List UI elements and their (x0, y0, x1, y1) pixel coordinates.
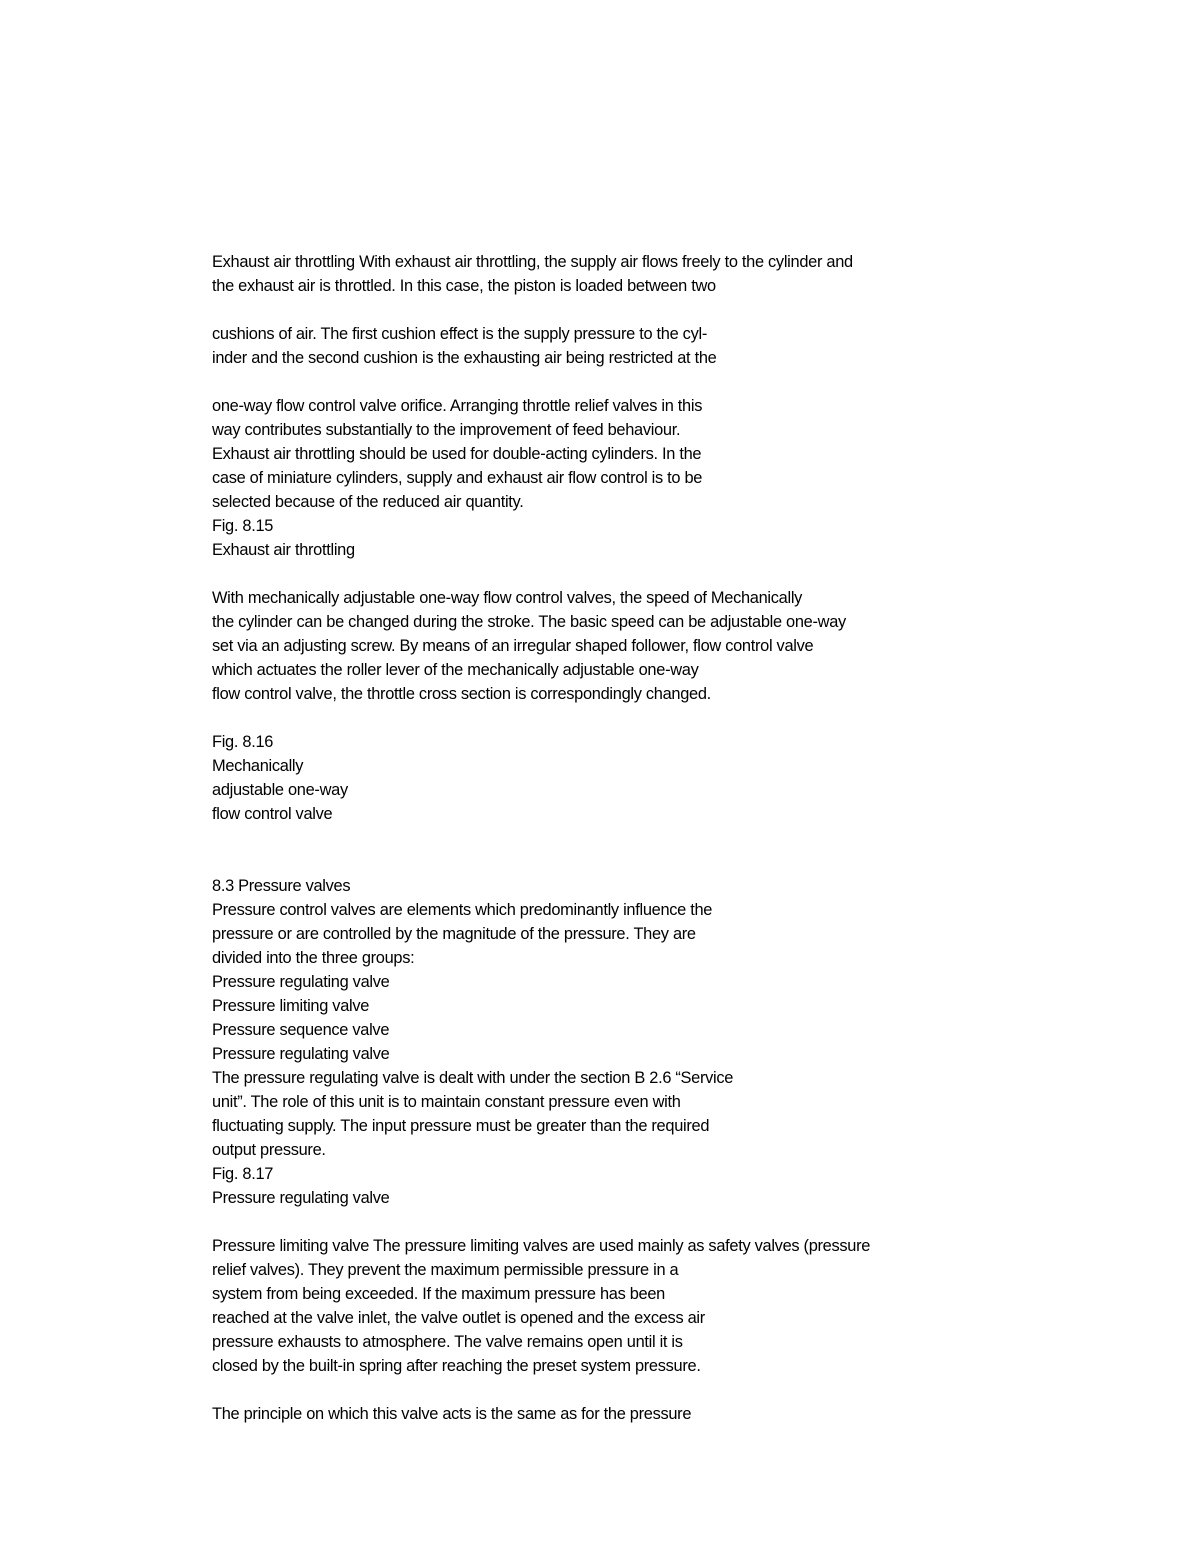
text-line: set via an adjusting screw. By means of an irregular shaped follower, flow control valve (212, 637, 814, 655)
text-line: Exhaust air throttling (212, 541, 355, 559)
text-line: Exhaust air throttling With exhaust air throttling, the supply air flows freely to the cylinder and (212, 253, 853, 271)
text-line: system from being exceeded. If the maximum pressure has been (212, 1285, 665, 1303)
text-line: cushions of air. The first cushion effect is the supply pressure to the cyl- (212, 325, 707, 343)
text-line: With mechanically adjustable one-way flow control valves, the speed of Mechanically (212, 589, 803, 607)
text-line: one-way flow control valve orifice. Arranging throttle relief valves in this (212, 397, 703, 415)
text-line: Fig. 8.17 (212, 1165, 274, 1183)
text-line: Pressure control valves are elements which predominantly influence the (212, 901, 713, 919)
text-line: relief valves). They prevent the maximum permissible pressure in a (212, 1261, 679, 1279)
text-line: Pressure regulating valve (212, 1045, 390, 1063)
text-line: case of miniature cylinders, supply and exhaust air flow control is to be (212, 469, 703, 487)
text-line: closed by the built-in spring after reaching the preset system pressure. (212, 1357, 701, 1375)
document-text-body (212, 250, 1172, 1426)
text-line: unit”. The role of this unit is to maintain constant pressure even with (212, 1093, 681, 1111)
text-line: inder and the second cushion is the exhausting air being restricted at the (212, 349, 717, 367)
text-line: way contributes substantially to the improvement of feed behaviour. (212, 421, 681, 439)
text-line: Pressure regulating valve (212, 973, 390, 991)
blank-line (212, 850, 1172, 874)
blank-line (212, 826, 1172, 850)
blank-line (212, 562, 1172, 586)
text-line: fluctuating supply. The input pressure must be greater than the required (212, 1117, 710, 1135)
text-line: Fig. 8.15 (212, 517, 274, 535)
text-line: selected because of the reduced air quantity. (212, 493, 524, 511)
text-line: flow control valve (212, 805, 333, 823)
text-line: the cylinder can be changed during the stroke. The basic speed can be adjustable one-way (212, 613, 846, 631)
text-line: reached at the valve inlet, the valve outlet is opened and the excess air (212, 1309, 705, 1327)
text-line: 8.3 Pressure valves (212, 877, 351, 895)
text-line: pressure or are controlled by the magnitude of the pressure. They are (212, 925, 696, 943)
text-line: output pressure. (212, 1141, 326, 1159)
text-line: which actuates the roller lever of the mechanically adjustable one-way (212, 661, 699, 679)
blank-line (212, 1210, 1172, 1234)
text-line: pressure exhausts to atmosphere. The valve remains open until it is (212, 1333, 683, 1351)
text-line: The pressure regulating valve is dealt with under the section B 2.6 “Service (212, 1069, 734, 1087)
text-line: flow control valve, the throttle cross section is correspondingly changed. (212, 685, 711, 703)
text-line: Pressure regulating valve (212, 1189, 390, 1207)
text-line: Exhaust air throttling should be used for double-acting cylinders. In the (212, 445, 702, 463)
blank-line (212, 298, 1172, 322)
text-line: divided into the three groups: (212, 949, 415, 967)
text-line: Pressure limiting valve The pressure limiting valves are used mainly as safety valves (pressure (212, 1237, 871, 1255)
text-line: Pressure limiting valve (212, 997, 370, 1015)
text-line: adjustable one-way (212, 781, 348, 799)
text-line: The principle on which this valve acts is the same as for the pressure (212, 1405, 692, 1423)
text-line: Pressure sequence valve (212, 1021, 390, 1039)
blank-line (212, 1378, 1172, 1402)
text-line: Mechanically (212, 757, 304, 775)
blank-line (212, 370, 1172, 394)
blank-line (212, 706, 1172, 730)
text-line: the exhaust air is throttled. In this case, the piston is loaded between two (212, 277, 716, 295)
text-line: Fig. 8.16 (212, 733, 274, 751)
